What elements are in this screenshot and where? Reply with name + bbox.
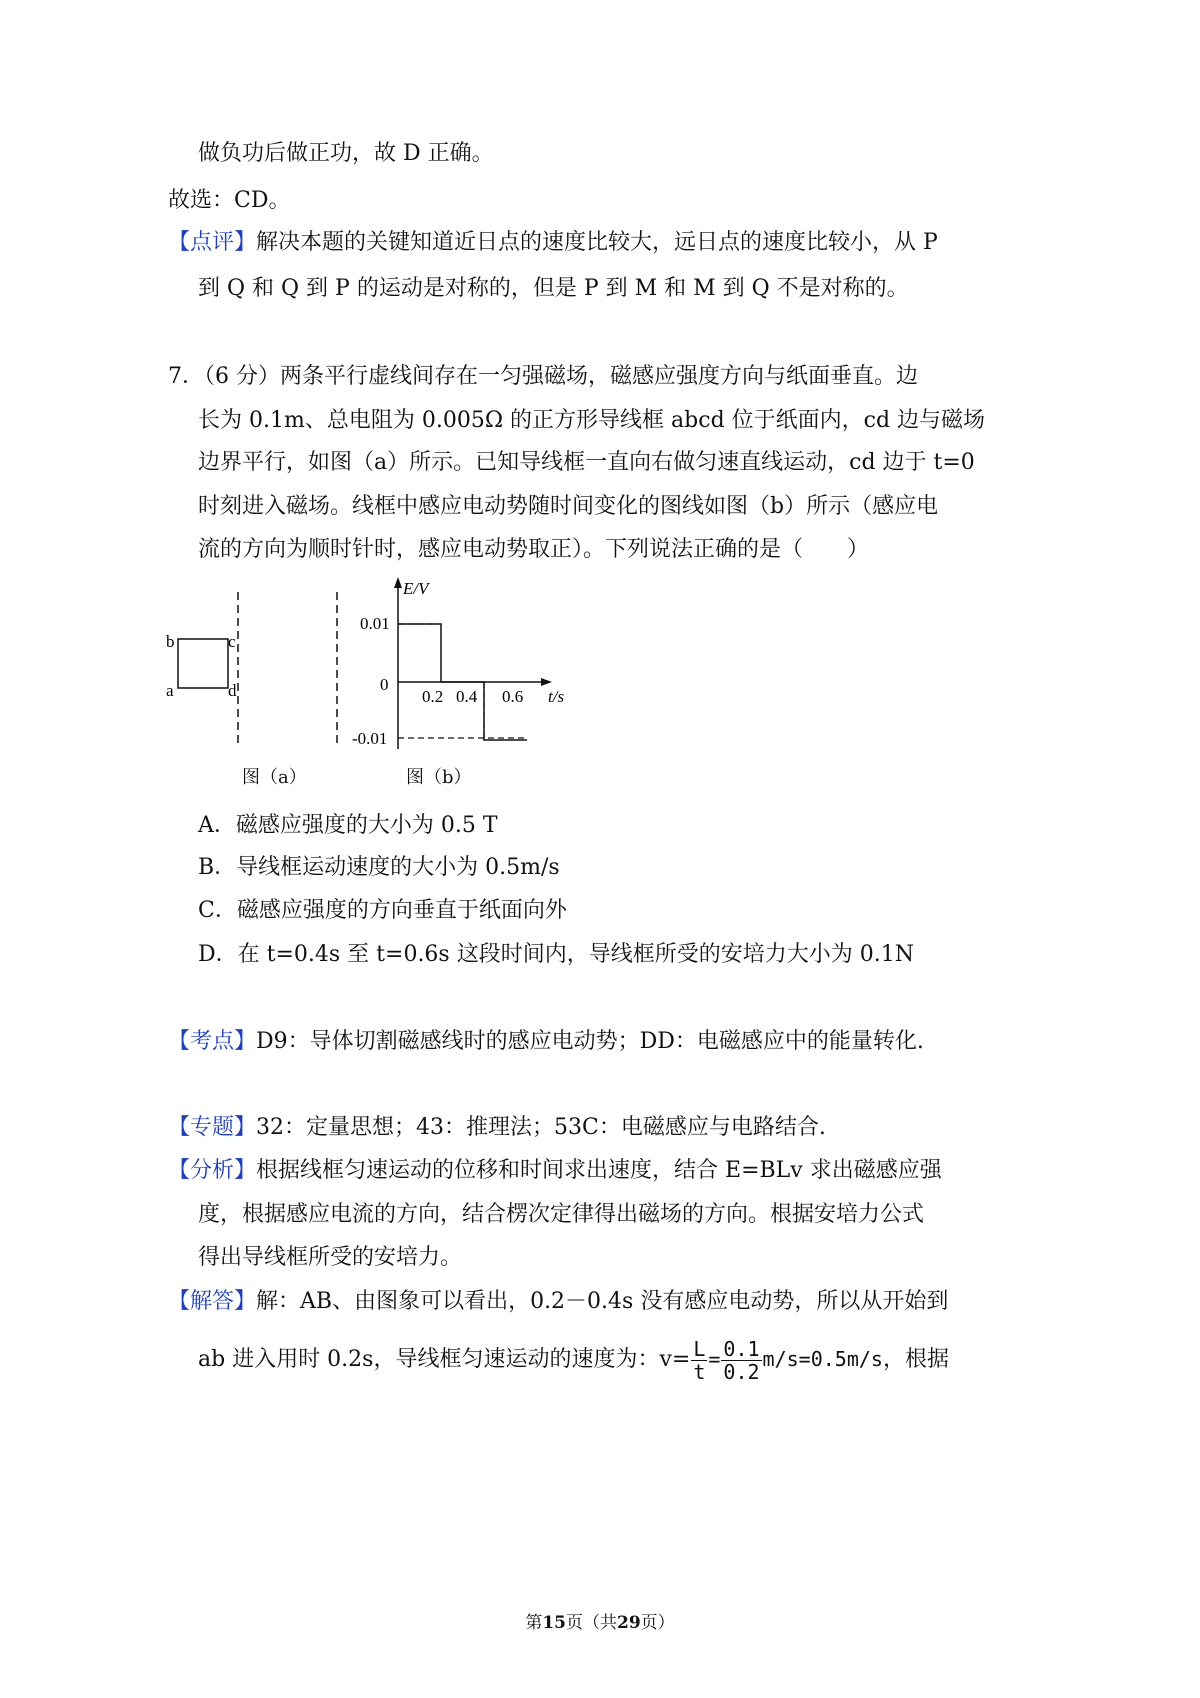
label-d: d — [228, 681, 237, 700]
jieda-line-2-tail: ，根据 — [882, 1347, 949, 1372]
zhuanti-block — [168, 1113, 826, 1143]
footer-middle: 页（共 — [566, 1613, 617, 1633]
fraction-denominator: t — [693, 1359, 706, 1384]
zhuanti-text: 32：定量思想；43：推理法；53C：电磁感应与电路结合. — [256, 1115, 826, 1140]
footer-prefix: 第 — [525, 1613, 543, 1633]
jieda-block — [168, 1287, 948, 1317]
label-c: c — [228, 632, 236, 651]
question-line-1: 7．（6 分）两条平行虚线间存在一匀强磁场，磁感应强度方向与纸面垂直。边 — [168, 364, 918, 389]
y-tick-label: 0.01 — [360, 614, 390, 633]
equals-sign: = — [708, 1347, 721, 1371]
option-c: C．磁感应强度的方向垂直于纸面向外 — [198, 898, 567, 923]
x-tick-label: 0.4 — [456, 687, 478, 706]
y-axis-arrow — [394, 577, 402, 588]
option-b: B．导线框运动速度的大小为 0.5m/s — [198, 855, 560, 880]
kaodian-tag: 【考点】 — [168, 1029, 257, 1054]
jieda-text: 解：AB、由图象可以看出，0.2－0.4s 没有感应电动势，所以从开始到 — [256, 1289, 949, 1314]
x-tick-label: 0.2 — [422, 687, 444, 706]
x-axis-label: t/s — [548, 687, 565, 706]
question-line-4: 时刻进入磁场。线框中感应电动势随时间变化的图线如图（b）所示（感应电 — [198, 494, 939, 519]
question-line-2: 长为 0.1m、总电阻为 0.005Ω 的正方形导线框 abcd 位于纸面内，cd 边与磁场 — [198, 408, 986, 433]
question-line-5: 流的方向为顺时针时，感应电动势取正）。下列说法正确的是（ ） — [198, 537, 870, 562]
page-footer — [0, 1608, 1200, 1633]
y-tick-label: -0.01 — [352, 729, 388, 748]
fenxi-line-2: 度，根据感应电流的方向，结合楞次定律得出磁场的方向。根据安培力公式 — [198, 1202, 925, 1227]
previous-choice: 故选：CD。 — [168, 188, 291, 213]
fraction-numerator: 0.1 — [723, 1336, 760, 1361]
y-axis-label: E/V — [403, 579, 429, 598]
comment-block — [168, 228, 938, 258]
x-axis-arrow — [541, 678, 552, 686]
fenxi-line-3: 得出导线框所受的安培力。 — [198, 1245, 463, 1270]
fraction-numerator: L — [693, 1336, 706, 1361]
comment-line-2: 到 Q 和 Q 到 P 的运动是对称的，但是 P 到 M 和 M 到 Q 不是对称的。 — [198, 276, 909, 301]
comment-text: 解决本题的关键知道近日点的速度比较大，远日点的速度比较小，从 P — [256, 230, 938, 255]
question-line-3: 边界平行，如图（a）所示。已知导线框一直向右做匀速直线运动，cd 边于 t=0 — [198, 450, 975, 475]
fenxi-block — [168, 1156, 942, 1186]
label-a: a — [166, 681, 174, 700]
fraction-values — [721, 1338, 761, 1383]
fenxi-tag: 【分析】 — [168, 1158, 257, 1183]
jieda-line-2-text: ab 进入用时 0.2s，导线框匀速运动的速度为：v= — [198, 1347, 691, 1372]
option-a: A．磁感应强度的大小为 0.5 T — [198, 813, 498, 838]
wire-frame-square — [178, 639, 228, 688]
y-tick-label: 0 — [380, 675, 389, 694]
comment-tag: 【点评】 — [168, 230, 257, 255]
fraction-l-over-t — [691, 1338, 707, 1383]
footer-page-number: 15 — [542, 1613, 566, 1633]
option-d: D．在 t=0.4s 至 t=0.6s 这段时间内，导线框所受的安培力大小为 0.1N — [198, 942, 914, 967]
fraction-denominator: 0.2 — [723, 1359, 760, 1384]
footer-suffix: 页） — [640, 1613, 675, 1633]
velocity-result: m/s=0.5m/s — [762, 1347, 883, 1371]
footer-total-pages: 29 — [617, 1613, 641, 1633]
jieda-tag: 【解答】 — [168, 1289, 257, 1314]
figure-b-chart — [330, 574, 590, 764]
previous-answer-tail: 做负功后做正功，故 D 正确。 — [198, 141, 494, 166]
jieda-line-2 — [198, 1333, 949, 1386]
figure-b-caption: 图（b） — [406, 767, 472, 788]
label-b: b — [166, 632, 175, 651]
x-tick-label: 0.6 — [502, 687, 524, 706]
zhuanti-tag: 【专题】 — [168, 1115, 257, 1140]
fenxi-text: 根据线框匀速运动的位移和时间求出速度，结合 E=BLv 求出磁感应强 — [256, 1158, 942, 1183]
kaodian-text: D9：导体切割磁感线时的感应电动势；DD：电磁感应中的能量转化. — [256, 1029, 924, 1054]
figure-a-caption: 图（a） — [242, 767, 307, 788]
figure-a — [160, 592, 300, 792]
kaodian-block — [168, 1027, 924, 1057]
